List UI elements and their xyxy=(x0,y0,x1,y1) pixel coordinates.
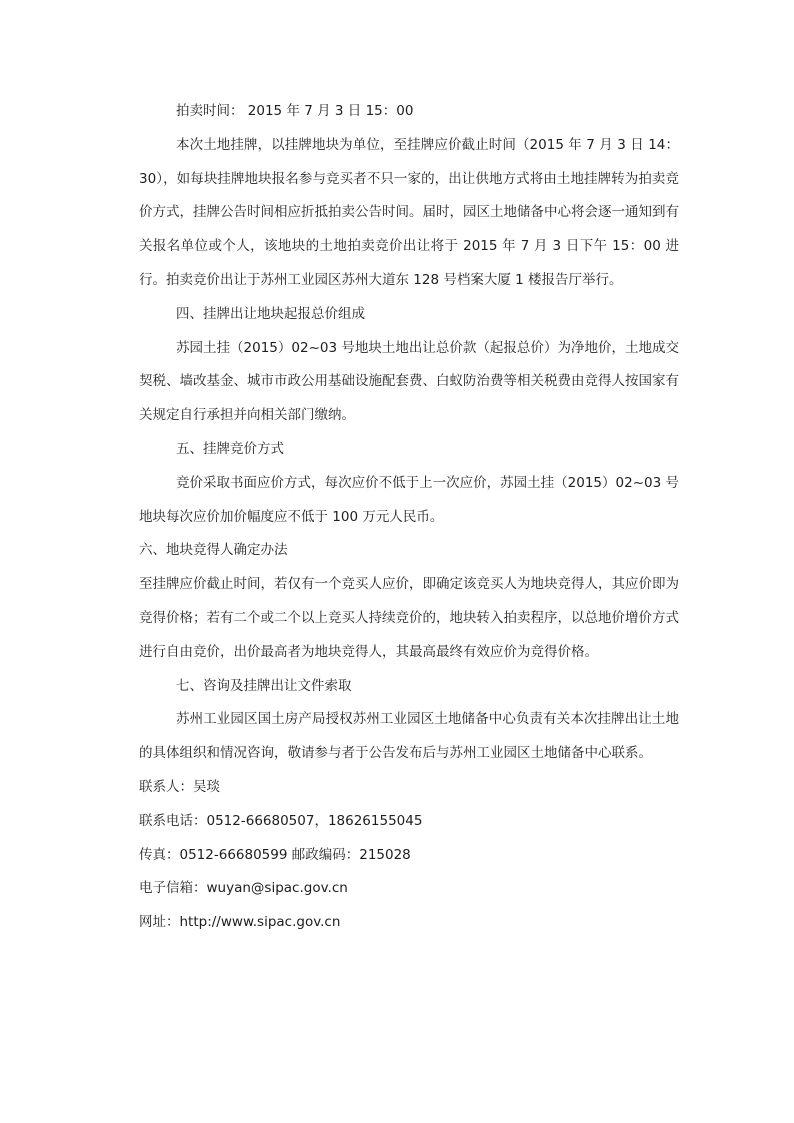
section-5-body: 竞价采取书面应价方式，每次应价不低于上一次应价，苏园土挂（2015）02~03 号地块每次应价加价幅度应不低于 100 万元人民币。 xyxy=(139,474,679,525)
contact-person: 联系人：吴琰 xyxy=(139,778,220,795)
section-7-heading: 七、咨询及挂牌出让文件索取 xyxy=(176,677,352,694)
section-5-heading: 五、挂牌竞价方式 xyxy=(176,440,284,457)
contact-email: 电子信箱：wuyan@sipac.gov.cn xyxy=(139,880,348,897)
contact-website: 网址：http://www.sipac.gov.cn xyxy=(139,914,341,931)
document-page xyxy=(139,95,679,940)
section-7-body: 苏州工业园区国土房产局授权苏州工业园区土地储备中心负责有关本次挂牌出让土地的具体组织和情况咨询，敬请参与者于公告发布后与苏州工业园区土地储备中心联系。 xyxy=(139,711,679,762)
contact-phone: 联系电话：0512-66680507，18626155045 xyxy=(139,812,423,829)
contact-fax-postcode: 传真：0512-66680599 邮政编码：215028 xyxy=(139,846,411,863)
section-4-heading: 四、挂牌出让地块起报总价组成 xyxy=(176,305,365,322)
section-4-body: 苏园土挂（2015）02~03 号地块土地出让总价款（起报总价）为净地价，土地成交契税、墙改基金、城市市政公用基础设施配套费、白蚁防治费等相关税费由竞得人按国家有关规定自行承担并向相关部门缴纳。 xyxy=(139,339,679,424)
auction-conversion-paragraph: 本次土地挂牌，以挂牌地块为单位，至挂牌应价截止时间（2015 年 7 月 3 日 14：30），如每块挂牌地块报名参与竞买者不只一家的，出让供地方式将由土地挂牌转为拍卖竞价方式，挂牌公告时间相应折抵拍卖公告时间。届时，园区土地储备中心将会逐一通知到有关报名单位或个人，该地块的土地拍卖竞价出让将于 2015 年 7 月 3 日下午 15：00 进行。拍卖竞价出让于苏州工业园区苏州大道东 128 号档案大厦 1 楼报告厅举行。 xyxy=(139,136,679,288)
auction-time: 拍卖时间： 2015 年 7 月 3 日 15：00 xyxy=(176,103,414,119)
section-6-heading: 六、地块竞得人确定办法 xyxy=(139,542,288,559)
section-6-body: 至挂牌应价截止时间，若仅有一个竞买人应价，即确定该竞买人为地块竞得人，其应价即为竞得价格；若有二个或二个以上竞买人持续竞价的，地块转入拍卖程序，以总地价增价方式进行自由竞价，出价最高者为地块竞得人，其最高最终有效应价为竞得价格。 xyxy=(139,576,679,660)
